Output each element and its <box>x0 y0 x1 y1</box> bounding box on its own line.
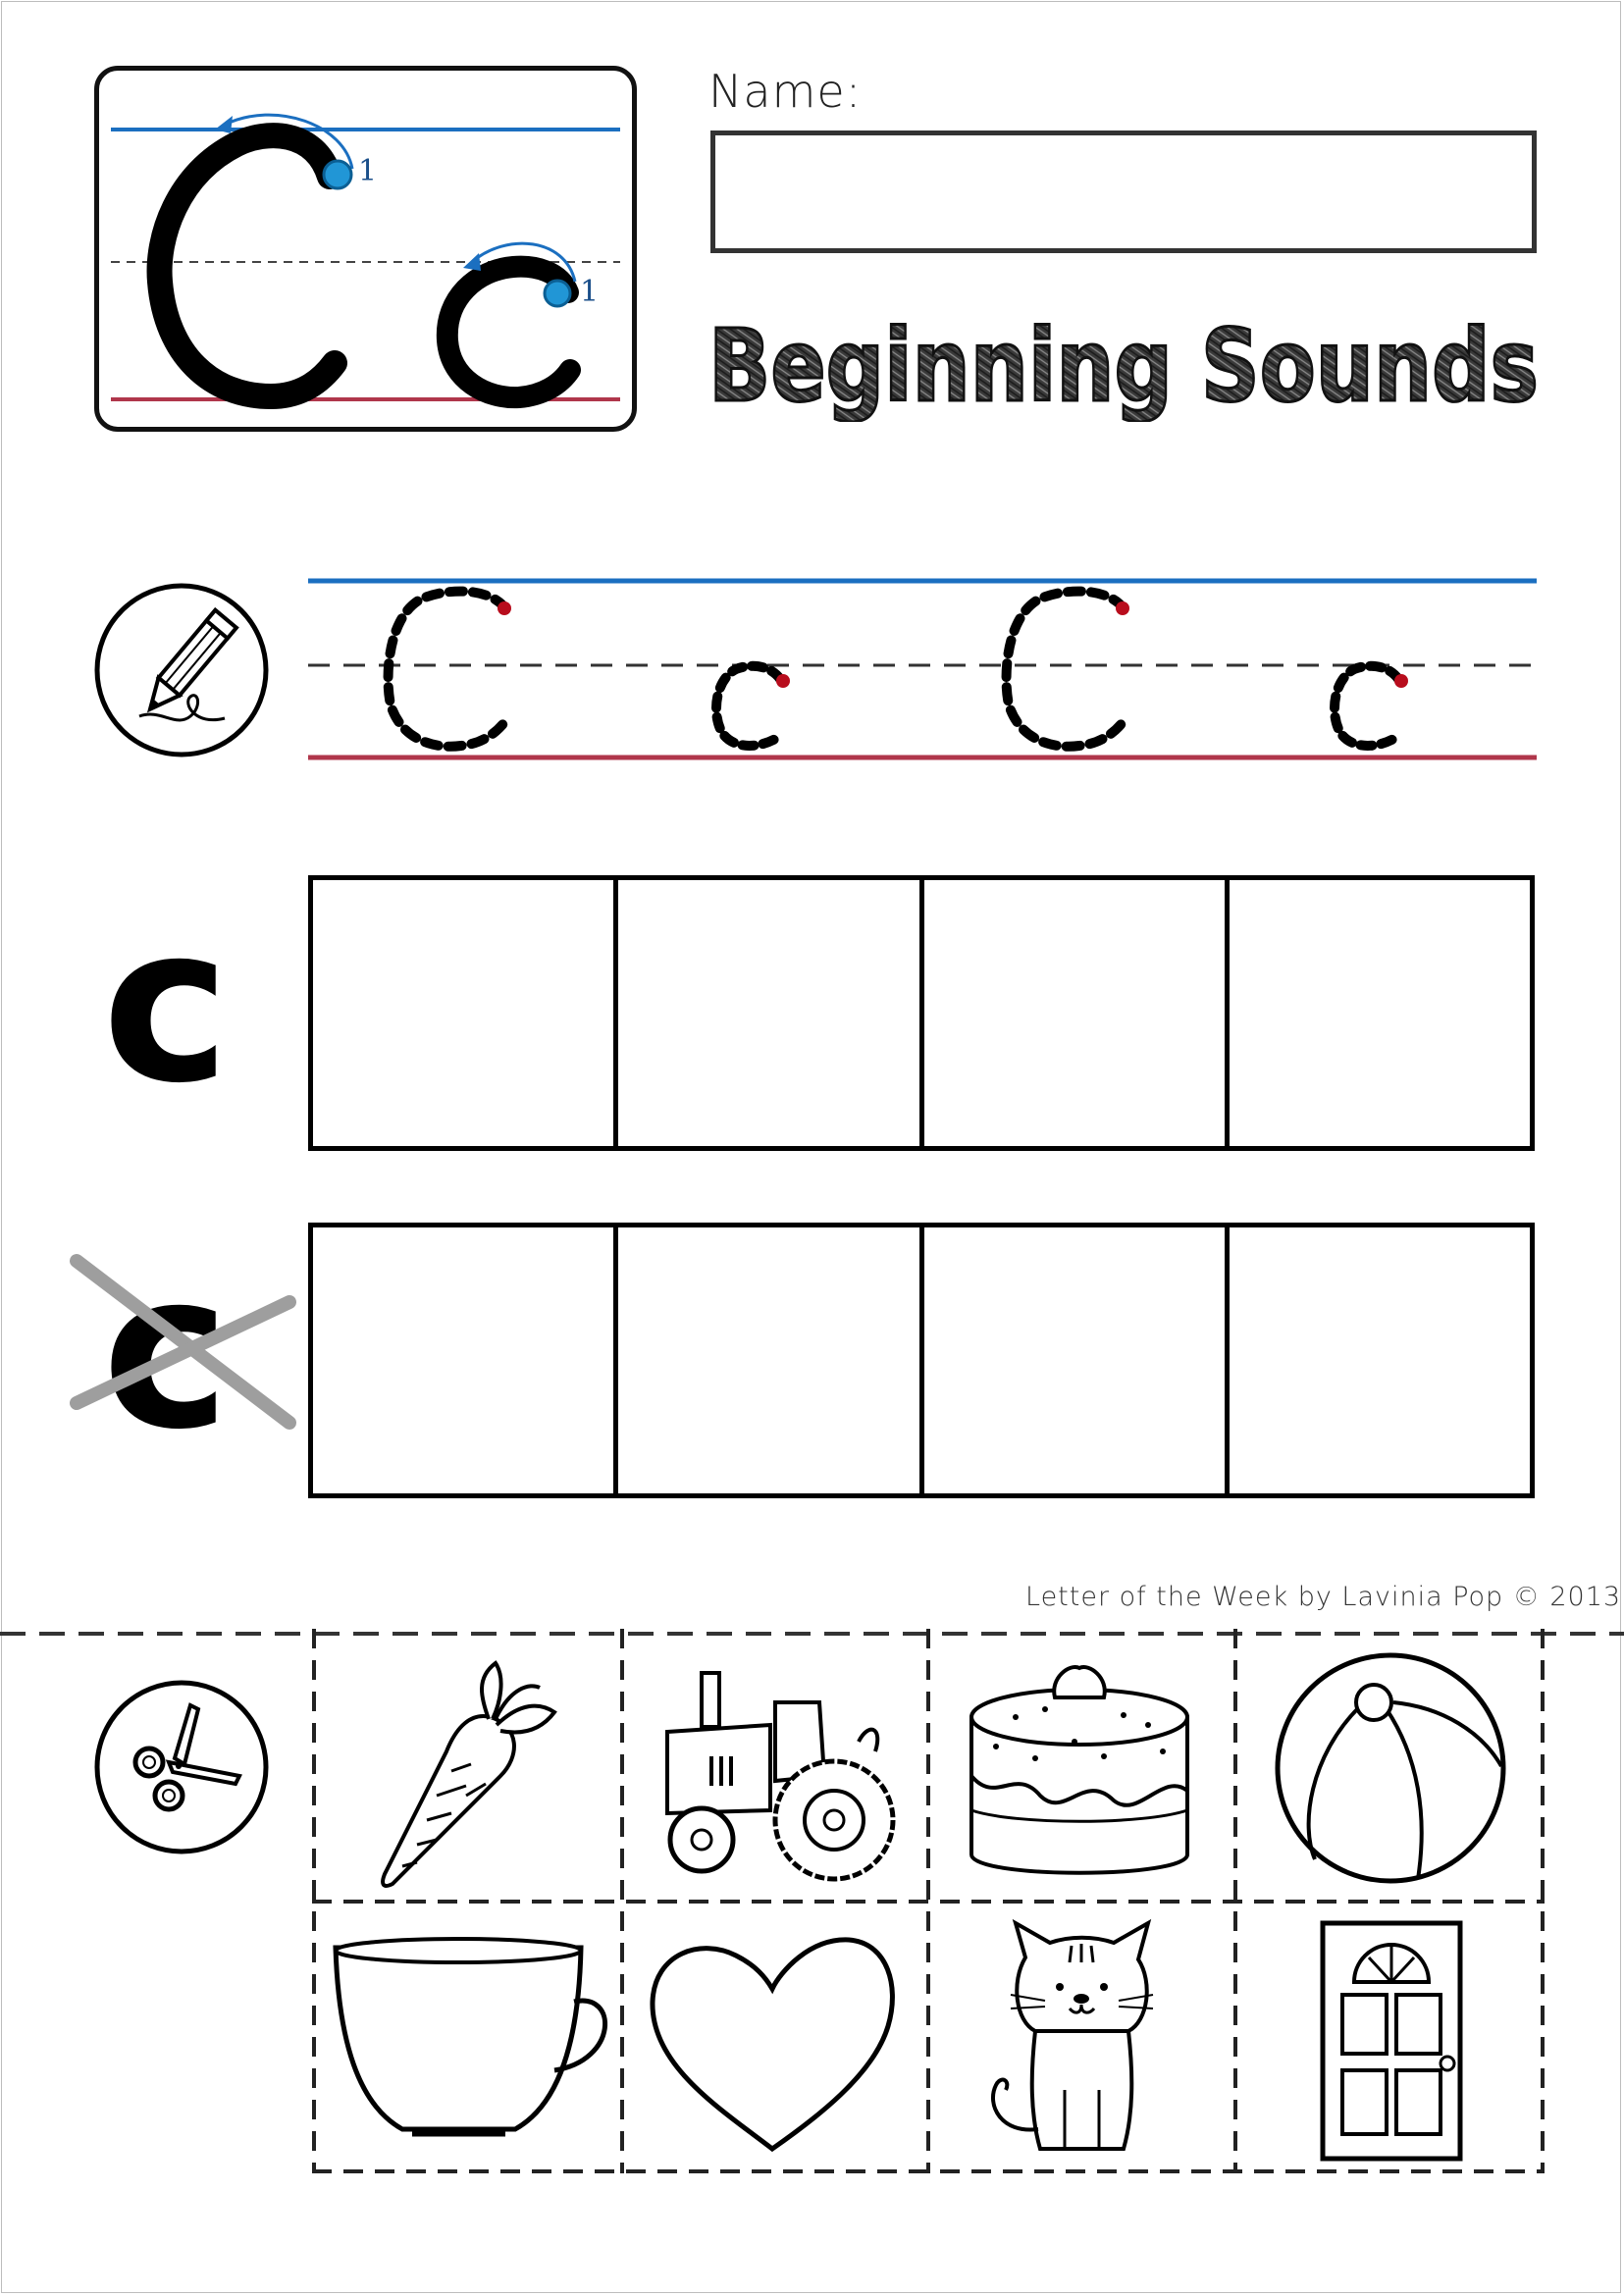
cross-out-mark <box>69 1251 299 1437</box>
heart-picture[interactable] <box>643 1918 903 2159</box>
letter-formation-guide <box>99 71 632 427</box>
tractor-picture[interactable] <box>648 1648 913 1894</box>
cup-picture[interactable] <box>324 1933 608 2149</box>
ball-picture[interactable] <box>1271 1648 1511 1889</box>
drop-box[interactable] <box>1225 875 1535 1151</box>
tracing-practice[interactable] <box>304 569 1541 765</box>
name-field[interactable] <box>710 130 1537 253</box>
uppercase-start-dot <box>324 161 351 188</box>
pencil-icon <box>92 581 271 759</box>
sort-row-no <box>308 1223 1535 1498</box>
trace-lowercase-c-2 <box>1335 666 1398 746</box>
trace-uppercase-c-2 <box>1007 592 1124 747</box>
cat-picture[interactable] <box>971 1918 1192 2164</box>
name-label: Name: <box>708 65 863 118</box>
lowercase-start-dot <box>545 281 570 306</box>
door-picture[interactable] <box>1315 1918 1472 2164</box>
drop-box[interactable] <box>308 1223 618 1498</box>
letter-card <box>94 66 637 432</box>
page-title-graphic <box>705 294 1548 422</box>
drop-box[interactable] <box>308 875 618 1151</box>
page-title: Beginning Sounds <box>708 308 1539 422</box>
trace-lowercase-c-1 <box>716 666 780 746</box>
cake-picture[interactable] <box>957 1648 1202 1884</box>
carrot-picture[interactable] <box>373 1648 569 1894</box>
trace-uppercase-c-1 <box>389 592 505 747</box>
drop-box[interactable] <box>613 875 923 1151</box>
sort-letter-no: c <box>102 1226 231 1477</box>
drop-box[interactable] <box>919 1223 1230 1498</box>
uppercase-stroke-number: 1 <box>358 154 378 188</box>
drop-box[interactable] <box>613 1223 923 1498</box>
drop-box[interactable] <box>919 875 1230 1151</box>
credit-text: Letter of the Week by Lavinia Pop © 2013 <box>1025 1582 1622 1612</box>
uppercase-letter-c <box>160 135 335 396</box>
lowercase-stroke-number: 1 <box>580 275 600 309</box>
sort-letter-yes: c <box>102 879 231 1130</box>
drop-box[interactable] <box>1225 1223 1535 1498</box>
sort-row-yes <box>308 875 1535 1151</box>
scissors-icon <box>92 1678 271 1856</box>
